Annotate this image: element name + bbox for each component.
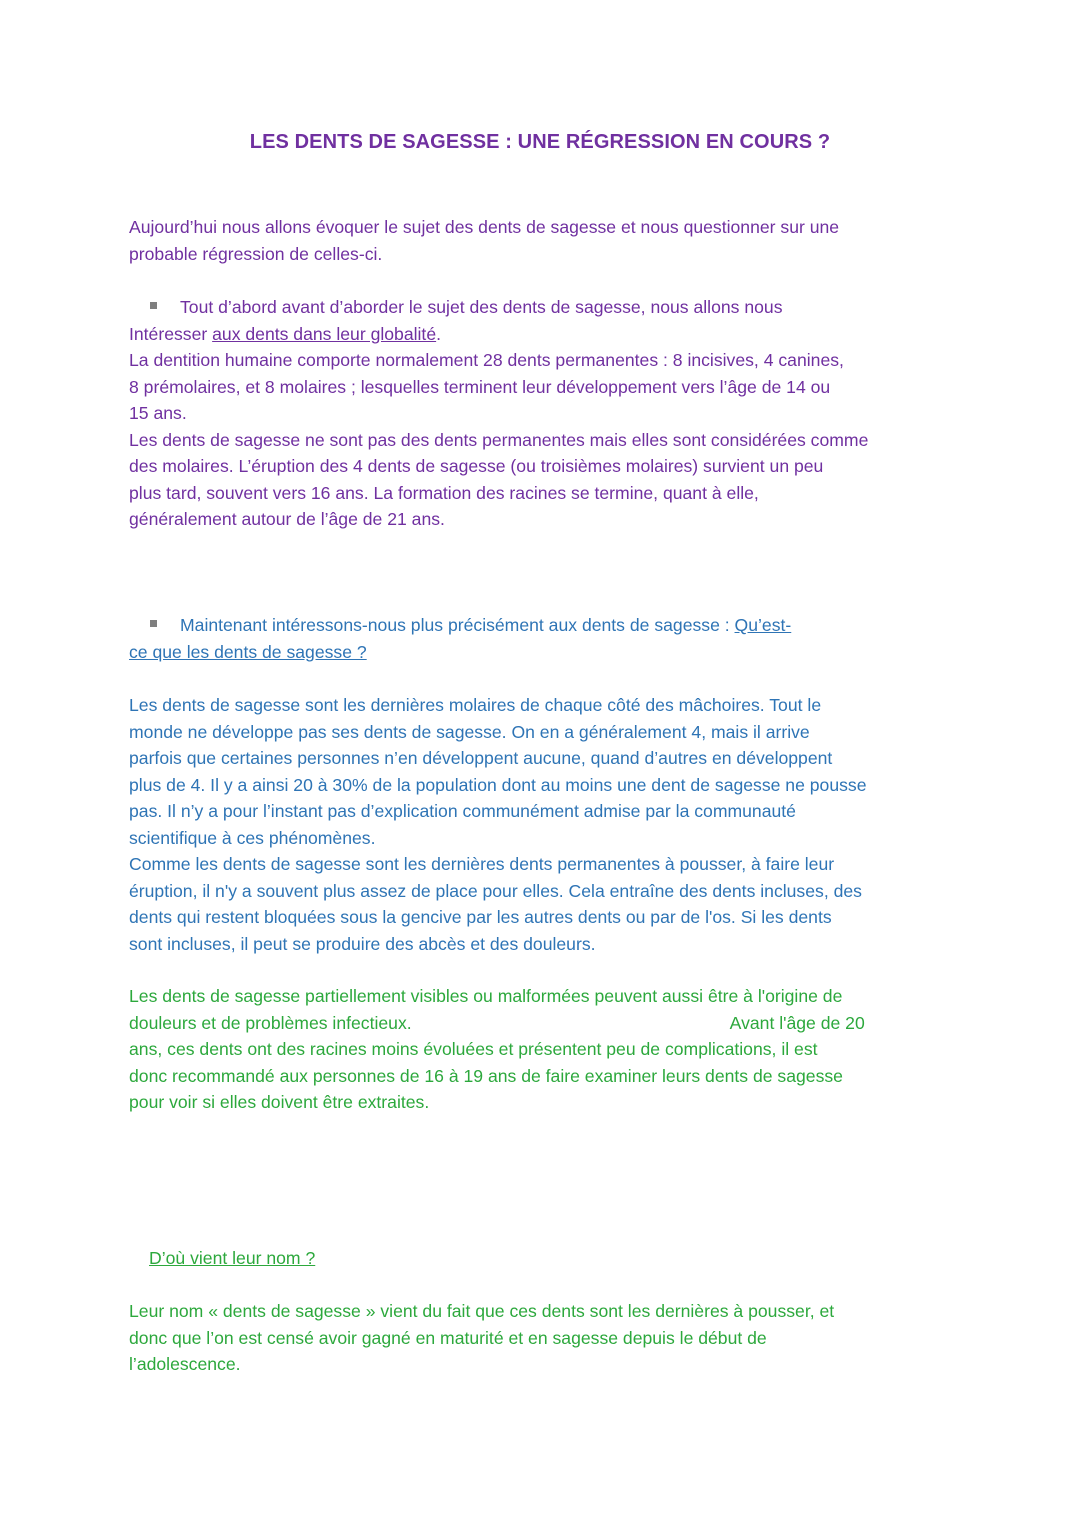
paragraph-line: 15 ans.	[129, 403, 187, 423]
bullet-icon	[150, 302, 157, 309]
document-title: LES DENTS DE SAGESSE : UNE RÉGRESSION EN COURS ?	[249, 131, 831, 153]
paragraph-line: sont incluses, il peut se produire des abcès et des douleurs.	[129, 933, 596, 954]
paragraph-line: Les dents de sagesse sont les dernières molaires de chaque côté des mâchoires. Tout le	[129, 695, 822, 715]
bullet-text: Maintenant intéressons-nous plus précisément aux dents de sagesse :	[180, 615, 735, 635]
section-name-paragraph	[129, 1298, 959, 1378]
underlined-phrase: aux dents dans leur globalité	[212, 323, 437, 344]
paragraph-line: ans, ces dents ont des racines moins évoluées et présentent peu de complications, il est	[129, 1039, 818, 1059]
paragraph-line: Leur nom « dents de sagesse » vient du fait que ces dents sont les dernières à pousser, et	[129, 1301, 835, 1321]
paragraph-line: Les dents de sagesse partiellement visibles ou malformées peuvent aussi être à l'origine de	[129, 986, 843, 1006]
continuation-text: Intéresser	[129, 323, 213, 344]
paragraph-fragment: Avant l'âge de 20	[729, 1012, 865, 1033]
bullet-icon	[150, 620, 157, 627]
section-complications-paragraph	[129, 983, 959, 1116]
section-name-heading	[149, 1245, 979, 1272]
section-definition-heading	[129, 612, 959, 665]
intro-paragraph	[129, 214, 959, 267]
paragraph-line: pour voir si elles doivent être extraites.	[129, 1092, 430, 1112]
paragraph-line: dents qui restent bloquées sous la gencive par les autres dents ou par de l'os. Si les dents	[129, 907, 832, 927]
paragraph-line: des molaires. L’éruption des 4 dents de sagesse (ou troisièmes molaires) survient un peu	[129, 456, 824, 476]
underlined-question: Qu’est-	[734, 615, 792, 635]
paragraph-line: Comme les dents de sagesse sont les dernières dents permanentes à pousser, à faire leur	[129, 854, 835, 874]
paragraph-line: donc que l’on est censé avoir gagné en maturité et en sagesse depuis le début de	[129, 1327, 767, 1348]
paragraph-line: éruption, il n'y a souvent plus assez de place pour elles. Cela entraîne des dents incluses, des	[129, 880, 862, 901]
intro-line: Aujourd’hui nous allons évoquer le sujet des dents de sagesse et nous questionner sur une	[129, 217, 840, 237]
continuation-punct: .	[436, 323, 442, 344]
paragraph-fragment: douleurs et de problèmes infectieux.	[129, 1012, 412, 1033]
paragraph-line: donc recommandé aux personnes de 16 à 19 ans de faire examiner leurs dents de sagesse	[129, 1065, 843, 1086]
paragraph-line: généralement autour de l’âge de 21 ans.	[129, 509, 445, 529]
paragraph-line: plus de 4. Il y a ainsi 20 à 30% de la population dont au moins une dent de sagesse ne pousse	[129, 774, 867, 795]
paragraph-line: plus tard, souvent vers 16 ans. La formation des racines se termine, quant à elle,	[129, 482, 759, 503]
section-definition-paragraph	[129, 692, 959, 957]
heading-name-origin: D’où vient leur nom ?	[149, 1248, 316, 1268]
underlined-question-continued: ce que les dents de sagesse ?	[129, 641, 367, 662]
paragraph-line: monde ne développe pas ses dents de sagesse. On en a généralement 4, mais il arrive	[129, 721, 810, 742]
paragraph-line: 8 prémolaires, et 8 molaires ; lesquelles terminent leur développement vers l’âge de 14 ou	[129, 376, 831, 397]
bullet-continuation	[129, 321, 959, 348]
paragraph-line: pas. Il n’y a pour l’instant pas d’explication communément admise par la communauté	[129, 801, 796, 821]
section-globalite	[129, 294, 959, 533]
paragraph-line: parfois que certaines personnes n’en développent aucune, quand d’autres en développent	[129, 748, 833, 768]
bullet-item	[129, 612, 959, 639]
intro-line: probable régression de celles-ci.	[129, 243, 383, 264]
paragraph-line: La dentition humaine comporte normalement 28 dents permanentes : 8 incisives, 4 canines,	[129, 350, 844, 370]
bullet-item	[129, 294, 959, 321]
bullet-text: Tout d’abord avant d’aborder le sujet des dents de sagesse, nous allons nous	[180, 297, 783, 317]
paragraph-line	[129, 1010, 959, 1037]
paragraph-line: scientifique à ces phénomènes.	[129, 827, 376, 848]
paragraph-line: Les dents de sagesse ne sont pas des dents permanentes mais elles sont considérées comme	[129, 429, 869, 450]
paragraph-line: l’adolescence.	[129, 1354, 241, 1374]
